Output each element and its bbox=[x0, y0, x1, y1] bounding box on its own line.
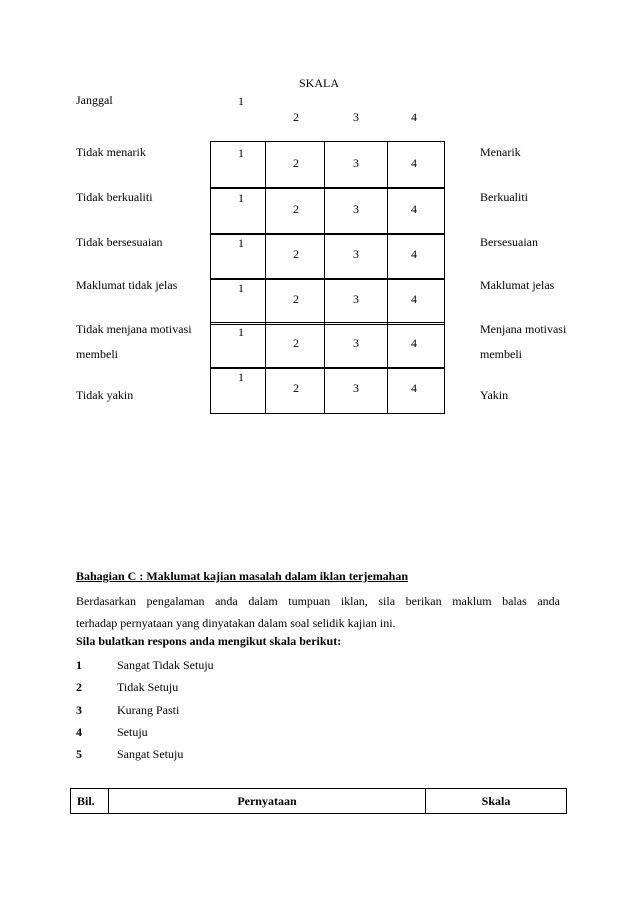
scale-option-3[interactable]: 3 bbox=[353, 247, 359, 261]
scale-option-1[interactable]: 1 bbox=[238, 94, 244, 108]
scale-option-3[interactable]: 3 bbox=[353, 381, 359, 395]
scale-row bbox=[210, 88, 444, 133]
instruction-paragraph-line2: terhadap pernyataan yang dinyatakan dalam soal selidik kajian ini. bbox=[76, 616, 396, 630]
scale-option-3[interactable]: 3 bbox=[353, 336, 359, 350]
scale-row bbox=[210, 233, 444, 278]
scale-row-left-label: Tidak bersesuaian bbox=[76, 235, 163, 249]
scale-option-1[interactable]: 1 bbox=[238, 146, 244, 160]
scale-row-left-label: Tidak menjana motivasi bbox=[76, 322, 192, 336]
scale-row-right-label: Bersesuaian bbox=[480, 235, 538, 249]
scale-row-left-label: Tidak berkualiti bbox=[76, 190, 153, 204]
column-header-statement: Pernyataan bbox=[109, 789, 426, 814]
likert-option-number: 3 bbox=[76, 703, 82, 717]
scale-option-2[interactable]: 2 bbox=[293, 247, 299, 261]
column-header-scale: Skala bbox=[426, 789, 567, 814]
scale-option-1[interactable]: 1 bbox=[238, 191, 244, 205]
scale-option-2[interactable]: 2 bbox=[293, 202, 299, 216]
likert-option-number: 1 bbox=[76, 658, 82, 672]
scale-row-right-label: Menjana motivasi bbox=[480, 322, 567, 336]
scale-row bbox=[210, 367, 444, 412]
likert-option-label: Setuju bbox=[117, 725, 148, 739]
scale-option-2[interactable]: 2 bbox=[293, 110, 299, 124]
scale-row-right-label: Yakin bbox=[480, 388, 509, 402]
likert-option-label: Kurang Pasti bbox=[117, 703, 180, 717]
scale-option-1[interactable]: 1 bbox=[238, 370, 244, 384]
scale-option-4[interactable]: 4 bbox=[411, 247, 417, 261]
scale-row-right-label: Berkualiti bbox=[480, 190, 528, 204]
scale-row bbox=[210, 141, 444, 186]
likert-option-number: 2 bbox=[76, 680, 82, 694]
scale-option-4[interactable]: 4 bbox=[411, 381, 417, 395]
scale-option-4[interactable]: 4 bbox=[411, 292, 417, 306]
scale-option-3[interactable]: 3 bbox=[353, 292, 359, 306]
table-header-row bbox=[71, 789, 567, 814]
scale-row-right-label: Menarik bbox=[480, 145, 521, 159]
scale-option-2[interactable]: 2 bbox=[293, 336, 299, 350]
column-header-bil: Bil. bbox=[71, 789, 109, 814]
section-heading: Bahagian C : Maklumat kajian masalah dalam iklan terjemahan bbox=[76, 569, 409, 583]
scale-option-4[interactable]: 4 bbox=[411, 202, 417, 216]
likert-option-number: 4 bbox=[76, 725, 82, 739]
scale-row-left-label: Maklumat tidak jelas bbox=[76, 278, 178, 292]
statement-table bbox=[70, 788, 567, 814]
scale-option-4[interactable]: 4 bbox=[411, 110, 417, 124]
likert-option-label: Tidak Setuju bbox=[117, 680, 179, 694]
scale-row-left-label: Tidak menarik bbox=[76, 145, 146, 159]
scale-row bbox=[210, 322, 444, 367]
likert-option-number: 5 bbox=[76, 747, 82, 761]
instruction-paragraph-line1: Berdasarkan pengalaman anda dalam tumpuan iklan, sila berikan maklum balas anda bbox=[76, 594, 560, 608]
scale-row-right-label: Maklumat jelas bbox=[480, 278, 555, 292]
likert-option-label: Sangat Tidak Setuju bbox=[117, 658, 214, 672]
scale-row-left-label: Tidak yakin bbox=[76, 388, 134, 402]
scale-option-1[interactable]: 1 bbox=[238, 325, 244, 339]
scale-option-4[interactable]: 4 bbox=[411, 336, 417, 350]
scale-option-3[interactable]: 3 bbox=[353, 110, 359, 124]
likert-option-label: Sangat Setuju bbox=[117, 747, 184, 761]
scale-row-left-label: membeli bbox=[76, 347, 118, 361]
scale-option-3[interactable]: 3 bbox=[353, 202, 359, 216]
scale-row-left-label: Janggal bbox=[76, 93, 113, 107]
scale-option-2[interactable]: 2 bbox=[293, 381, 299, 395]
scale-row bbox=[210, 188, 444, 233]
scale-instruction: Sila bulatkan respons anda mengikut skala berikut: bbox=[76, 634, 342, 648]
scale-title: SKALA bbox=[298, 76, 339, 90]
scale-row-right-label: membeli bbox=[480, 347, 522, 361]
scale-option-4[interactable]: 4 bbox=[411, 156, 417, 170]
scale-option-1[interactable]: 1 bbox=[238, 281, 244, 295]
scale-option-2[interactable]: 2 bbox=[293, 156, 299, 170]
scale-row bbox=[210, 278, 444, 323]
scale-option-3[interactable]: 3 bbox=[353, 156, 359, 170]
scale-option-1[interactable]: 1 bbox=[238, 236, 244, 250]
scale-option-2[interactable]: 2 bbox=[293, 292, 299, 306]
